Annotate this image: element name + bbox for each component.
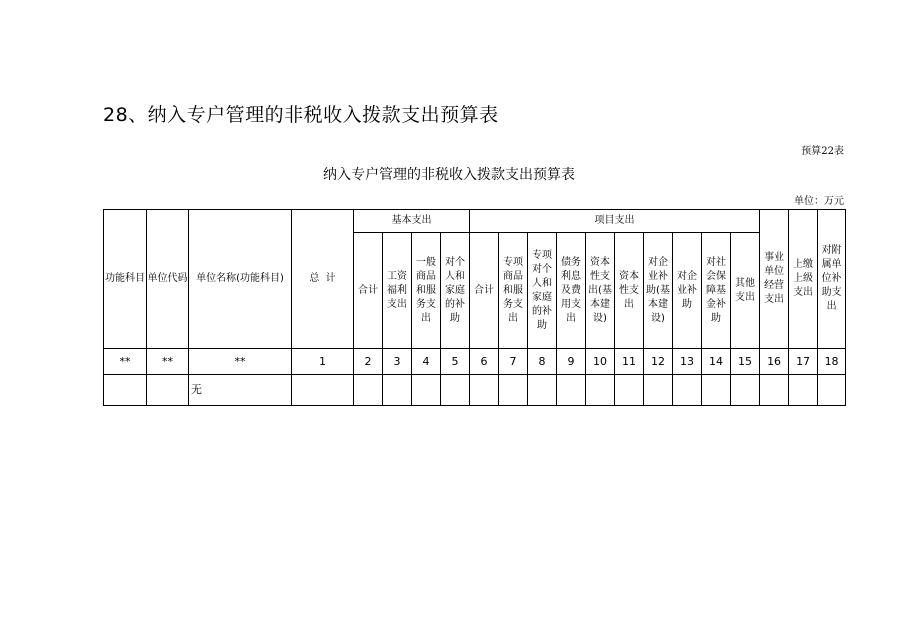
budget-table [103,209,846,406]
number-cell: 15 [731,349,760,375]
header-project-col: 债务利息及费用支出 [557,233,586,349]
table-cell [292,375,354,406]
table-row [104,375,846,406]
header-project-col: 专项商品和服务支出 [499,233,528,349]
header-project-col: 对企业补助 [673,233,702,349]
header-total: 总 计 [292,210,354,349]
header-unit-name: 单位名称(功能科目) [189,210,292,349]
header-basic-col: 对个人和家庭的补助 [441,233,470,349]
number-cell: 18 [818,349,846,375]
table-cell [818,375,846,406]
header-upper: 上缴上级支出 [789,210,818,349]
table-cell [615,375,644,406]
table-cell [470,375,499,406]
number-cell: ** [104,349,147,375]
table-cell [412,375,441,406]
page-heading: 28、纳入专户管理的非税收入拨款支出预算表 [103,104,499,126]
header-subsidy: 对附属单位补助支出 [818,210,846,349]
table-cell [528,375,557,406]
number-cell: 12 [644,349,673,375]
number-cell: 1 [292,349,354,375]
header-project-col: 资本性支出 [615,233,644,349]
header-project-group: 项目支出 [470,210,760,233]
number-cell: 16 [760,349,789,375]
header-basic-col: 工资福利支出 [383,233,412,349]
number-cell: 2 [354,349,383,375]
table-cell [702,375,731,406]
table-cell [731,375,760,406]
header-project-col: 其他支出 [731,233,760,349]
table-cell [383,375,412,406]
header-project-col: 专项对个人和家庭的补助 [528,233,557,349]
table-cell [354,375,383,406]
number-row [104,349,846,375]
unit-label: 单位：万元 [794,196,844,207]
number-cell: ** [189,349,292,375]
table-cell [104,375,147,406]
number-cell: 5 [441,349,470,375]
header-project-col: 对企业补助(基本建设) [644,233,673,349]
table-cell [644,375,673,406]
number-cell: 8 [528,349,557,375]
number-cell: 6 [470,349,499,375]
table-cell [441,375,470,406]
header-basic-col: 一般商品和服务支出 [412,233,441,349]
table-cell [147,375,189,406]
number-cell: 10 [586,349,615,375]
number-cell: 13 [673,349,702,375]
number-cell: 4 [412,349,441,375]
table-cell [586,375,615,406]
table-cell [499,375,528,406]
header-business: 事业单位经营支出 [760,210,789,349]
header-project-col: 合计 [470,233,499,349]
number-cell: 9 [557,349,586,375]
table-cell [557,375,586,406]
table-cell [760,375,789,406]
header-project-col: 资本性支出(基本建设) [586,233,615,349]
number-cell: 17 [789,349,818,375]
header-func-subject: 功能科目 [104,210,147,349]
table-number: 预算22表 [801,146,844,157]
header-basic-col: 合计 [354,233,383,349]
table-cell [673,375,702,406]
number-cell: 14 [702,349,731,375]
number-cell: ** [147,349,189,375]
number-cell: 7 [499,349,528,375]
header-unit-code: 单位代码 [147,210,189,349]
number-cell: 3 [383,349,412,375]
header-project-col: 对社会保障基金补助 [702,233,731,349]
document-title: 纳入专户管理的非税收入拨款支出预算表 [323,167,575,183]
table-cell [789,375,818,406]
number-cell: 11 [615,349,644,375]
table-cell: 无 [189,375,292,406]
header-basic-group: 基本支出 [354,210,470,233]
